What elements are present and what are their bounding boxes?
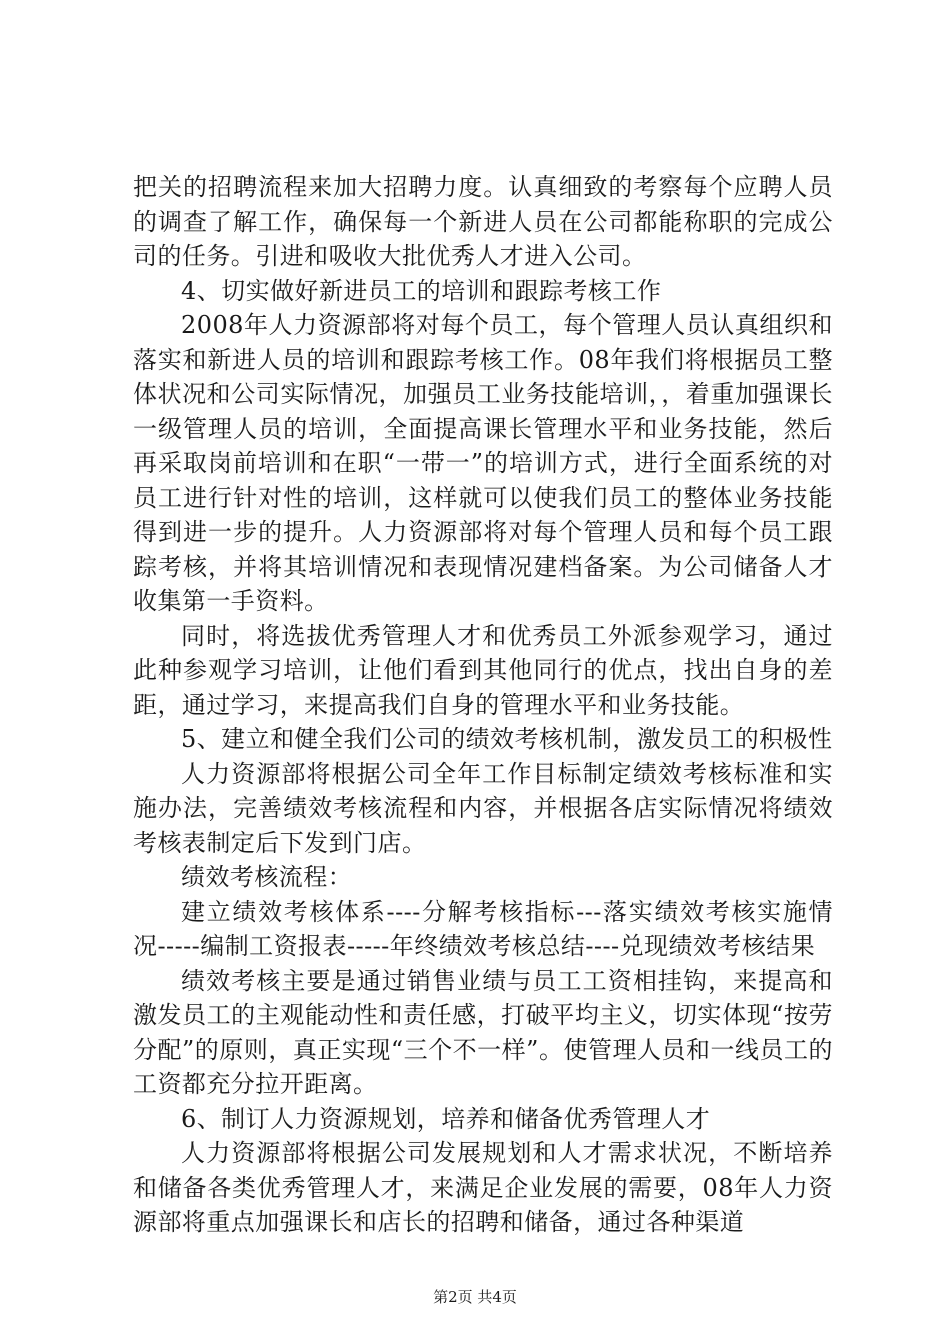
process-label: 绩效考核流程： [181, 863, 353, 891]
paragraph-0: 把关的招聘流程来加大招聘力度。认真细致的考察每个应聘人员的调查了解工作，确保每一个新进人员在公司都能称职的完成公司的任务。引进和吸收大批优秀人才进入公司。 [133, 173, 833, 270]
process-steps: 建立绩效考核体系----分解考核指标---落实绩效考核实施情况-----编制工资报表-----年终绩效考核总结----兑现绩效考核结果 [133, 897, 833, 960]
section-heading-5: 5、建立和健全我们公司的绩效考核机制，激发员工的积极性 [181, 725, 833, 753]
paragraph-10: 人力资源部将根据公司发展规划和人才需求状况，不断培养和储备各类优秀管理人才，来满足企业发展的需要，08年人力资源部将重点加强课长和店长的招聘和储备，通过各种渠道 [133, 1139, 833, 1236]
paragraph-3: 同时，将选拔优秀管理人才和优秀员工外派参观学习，通过此种参观学习培训，让他们看到其他同行的优点，找出自身的差距，通过学习，来提高我们自身的管理水平和业务技能。 [133, 621, 833, 719]
section-heading-6: 6、制订人力资源规划，培养和储备优秀管理人才 [181, 1104, 711, 1133]
page-number-footer: 第2页 共4页 [433, 1288, 517, 1306]
paragraph-2: 2008年人力资源部将对每个员工，每个管理人员认真组织和落实和新进人员的培训和跟踪考核工作。08年我们将根据员工整体状况和公司实际情况，加强员工业务技能培训，，着重加强课长一级管理人员的培训，全面提高课长管理水平和业务技能，然后再采取岗前培训和在职“一带一”的培训方式，进行全面系统的对员工进行针对性的培训，这样就可以使我们员工的整体业务技能得到进一步的提升。人力资源部将对每个管理人员和每个员工跟踪考核，并将其培训情况和表现情况建档备案。为公司储备人才收集第一手资料。 [133, 311, 833, 615]
document-body [133, 170, 833, 1240]
paragraph-8: 绩效考核主要是通过销售业绩与员工工资相挂钩，来提高和激发员工的主观能动性和责任感，打破平均主义，切实体现“按劳分配”的原则，真正实现“三个不一样”。使管理人员和一线员工的工资都充分拉开距离。 [133, 966, 833, 1098]
section-heading-4: 4、切实做好新进员工的培训和跟踪考核工作 [181, 276, 662, 305]
paragraph-5: 人力资源部将根据公司全年工作目标制定绩效考核标准和实施办法，完善绩效考核流程和内容，并根据各店实际情况将绩效考核表制定后下发到门店。 [133, 759, 833, 857]
